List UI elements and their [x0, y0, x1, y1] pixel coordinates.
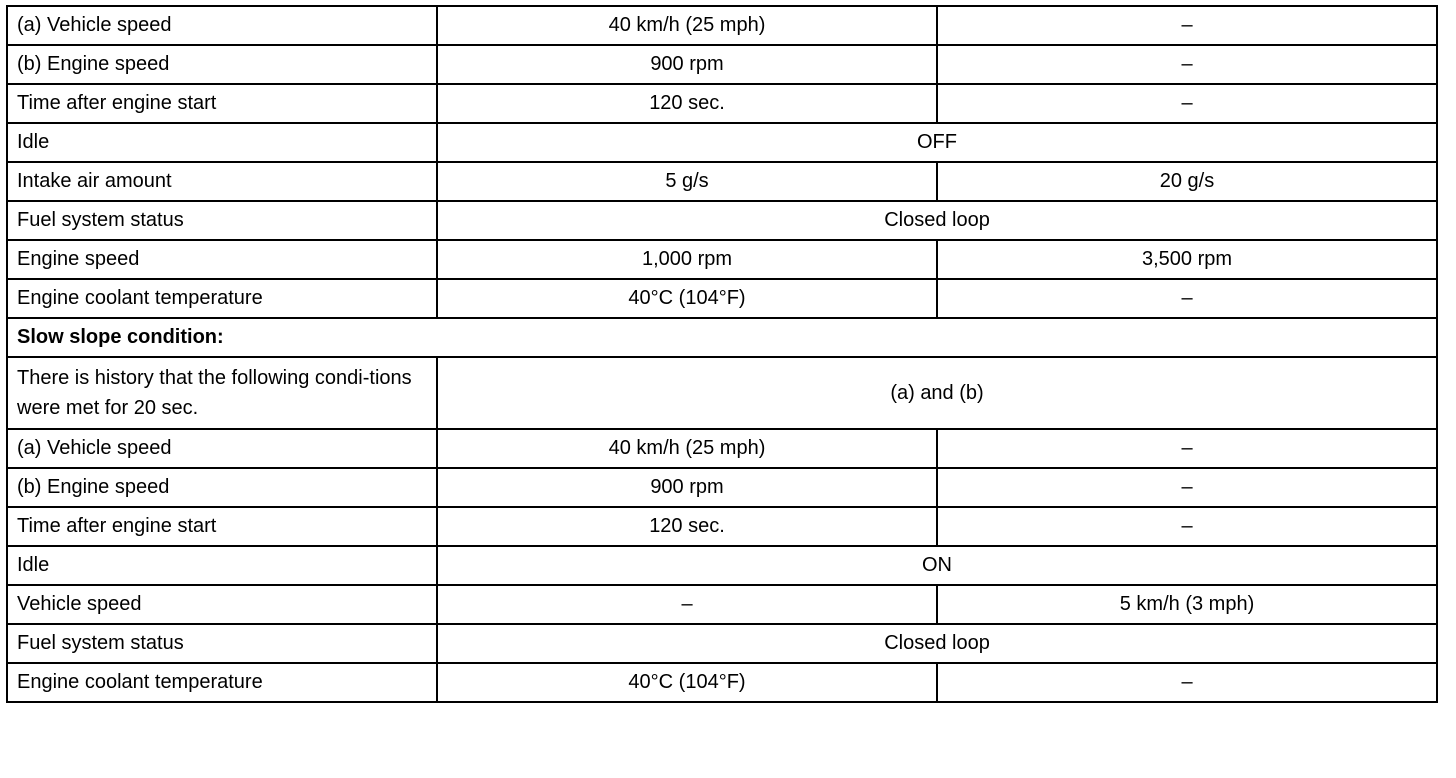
value-cell-2: –: [937, 6, 1437, 45]
table-row: [7, 201, 1437, 240]
value-cell-1: 900 rpm: [437, 468, 937, 507]
section-row: [7, 318, 1437, 357]
value-cell-1: 40 km/h (25 mph): [437, 429, 937, 468]
table-row: [7, 123, 1437, 162]
conditions-table: [6, 5, 1438, 703]
value-cell-2: –: [937, 429, 1437, 468]
value-cell-2: –: [937, 507, 1437, 546]
row-label: Engine coolant temperature: [7, 279, 437, 318]
value-cell-2: –: [937, 45, 1437, 84]
table-row: [7, 45, 1437, 84]
value-cell-1: –: [437, 585, 937, 624]
row-label: Time after engine start: [7, 507, 437, 546]
value-cell-2: –: [937, 468, 1437, 507]
table-row: [7, 624, 1437, 663]
row-label: Engine coolant temperature: [7, 663, 437, 702]
table-row: [7, 240, 1437, 279]
table-row: [7, 279, 1437, 318]
table-row: [7, 429, 1437, 468]
row-label: Fuel system status: [7, 201, 437, 240]
row-label: Fuel system status: [7, 624, 437, 663]
value-cell-merged: (a) and (b): [437, 357, 1437, 429]
table-row: [7, 546, 1437, 585]
row-label: Idle: [7, 123, 437, 162]
row-label: There is history that the following condi-tions were met for 20 sec.: [7, 357, 437, 429]
value-cell-1: 40°C (104°F): [437, 279, 937, 318]
value-cell-1: 120 sec.: [437, 507, 937, 546]
row-label: (a) Vehicle speed: [7, 429, 437, 468]
value-cell-merged: ON: [437, 546, 1437, 585]
table-row: [7, 468, 1437, 507]
table-row: [7, 6, 1437, 45]
row-label: Idle: [7, 546, 437, 585]
value-cell-merged: OFF: [437, 123, 1437, 162]
value-cell-2: 5 km/h (3 mph): [937, 585, 1437, 624]
row-label: (b) Engine speed: [7, 468, 437, 507]
value-cell-2: –: [937, 663, 1437, 702]
value-cell-1: 1,000 rpm: [437, 240, 937, 279]
section-heading: Slow slope condition:: [7, 318, 1437, 357]
row-label: Intake air amount: [7, 162, 437, 201]
value-cell-1: 40°C (104°F): [437, 663, 937, 702]
row-label: Engine speed: [7, 240, 437, 279]
value-cell-merged: Closed loop: [437, 624, 1437, 663]
value-cell-2: 3,500 rpm: [937, 240, 1437, 279]
value-cell-1: 900 rpm: [437, 45, 937, 84]
value-cell-2: 20 g/s: [937, 162, 1437, 201]
table-row: [7, 357, 1437, 429]
table-row: [7, 507, 1437, 546]
table-row: [7, 162, 1437, 201]
value-cell-merged: Closed loop: [437, 201, 1437, 240]
value-cell-2: –: [937, 279, 1437, 318]
table-row: [7, 585, 1437, 624]
row-label: Time after engine start: [7, 84, 437, 123]
table-row: [7, 663, 1437, 702]
row-label: Vehicle speed: [7, 585, 437, 624]
value-cell-2: –: [937, 84, 1437, 123]
row-label: (b) Engine speed: [7, 45, 437, 84]
value-cell-1: 5 g/s: [437, 162, 937, 201]
value-cell-1: 40 km/h (25 mph): [437, 6, 937, 45]
value-cell-1: 120 sec.: [437, 84, 937, 123]
table-row: [7, 84, 1437, 123]
row-label: (a) Vehicle speed: [7, 6, 437, 45]
